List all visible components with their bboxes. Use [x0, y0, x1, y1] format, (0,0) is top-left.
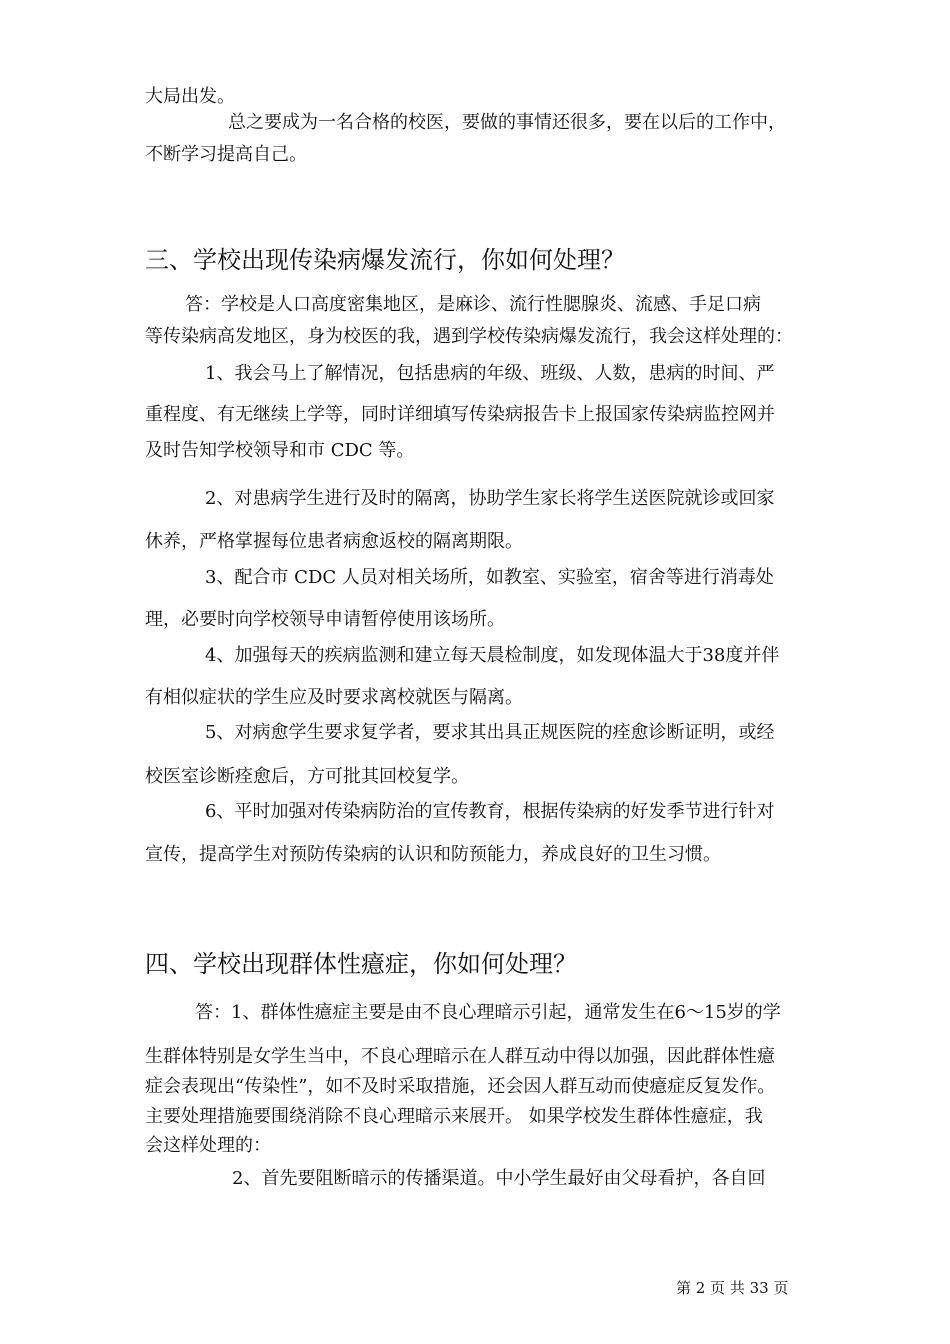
- section-3-heading: 三、学校出现传染病爆发流行，你如何处理？: [145, 246, 625, 274]
- section-3-item-2-line-1: 2、对患病学生进行及时的隔离，协助学生家长将学生送医院就诊或回家: [205, 488, 775, 509]
- section-4-answer-line-4: 主要处理措施要围绕消除不良心理暗示来展开。 如果学校发生群体性癔症，我: [145, 1106, 763, 1127]
- section-3-item-5-line-2: 校医室诊断痊愈后，方可批其回校复学。: [145, 766, 469, 787]
- intro-line-3: 不断学习提高自己。: [145, 144, 307, 165]
- intro-line-2: 总之要成为一名合格的校医，要做的事情还很多，要在以后的工作中，: [228, 112, 786, 133]
- section-4-item-2-line-1: 2、首先要阻断暗示的传播渠道。中小学生最好由父母看护，各自回: [232, 1168, 766, 1189]
- section-3-item-3-line-2: 理，必要时向学校领导申请暂停使用该场所。: [145, 609, 505, 630]
- section-4-answer-line-2: 生群体特别是女学生当中，不良心理暗示在人群互动中得以加强，因此群体性癔: [145, 1046, 775, 1067]
- section-3-item-3-line-1: 3、配合市 CDC 人员对相关场所，如教室、实验室，宿舍等进行消毒处: [205, 567, 774, 588]
- section-4-heading: 四、学校出现群体性癔症，你如何处理？: [145, 950, 577, 978]
- section-3-answer-line-2: 等传染病高发地区，身为校医的我，遇到学校传染病爆发流行，我会这样处理的：: [145, 326, 793, 347]
- section-3-item-1-line-2: 重程度、有无继续上学等，同时详细填写传染病报告卡上报国家传染病监控网并: [145, 404, 775, 425]
- section-3-item-6-line-1: 6、平时加强对传染病防治的宣传教育，根据传染病的好发季节进行针对: [205, 801, 775, 822]
- intro-line-1: 大局出发。: [145, 86, 235, 107]
- section-4-answer-line-5: 会这样处理的：: [145, 1135, 271, 1156]
- section-3-item-6-line-2: 宣传，提高学生对预防传染病的认识和防预能力，养成良好的卫生习惯。: [145, 844, 721, 865]
- section-3-item-4-line-1: 4、加强每天的疾病监测和建立每天晨检制度，如发现体温大于38度并伴: [205, 645, 780, 666]
- section-3-item-4-line-2: 有相似症状的学生应及时要求离校就医与隔离。: [145, 687, 523, 708]
- section-3-answer-line-1: 答：学校是人口高度密集地区，是麻诊、流行性腮腺炎、流感、手足口病: [185, 294, 761, 315]
- section-3-item-5-line-1: 5、对病愈学生要求复学者，要求其出具正规医院的痊愈诊断证明，或经: [205, 722, 775, 743]
- section-4-answer-line-3: 症会表现出“传染性”，如不及时采取措施，还会因人群互动而使癔症反复发作。: [145, 1076, 776, 1097]
- section-3-item-2-line-2: 休养，严格掌握每位患者病愈返校的隔离期限。: [145, 531, 523, 552]
- section-3-item-1-line-1: 1、我会马上了解情况，包括患病的年级、班级、人数，患病的时间、严: [205, 363, 775, 384]
- section-4-answer-line-1: 答：1、群体性癔症主要是由不良心理暗示引起，通常发生在6～15岁的学: [195, 1002, 781, 1023]
- page-number-footer: 第 2 页 共 33 页: [676, 1279, 789, 1297]
- section-3-item-1-line-3: 及时告知学校领导和市 CDC 等。: [145, 440, 415, 461]
